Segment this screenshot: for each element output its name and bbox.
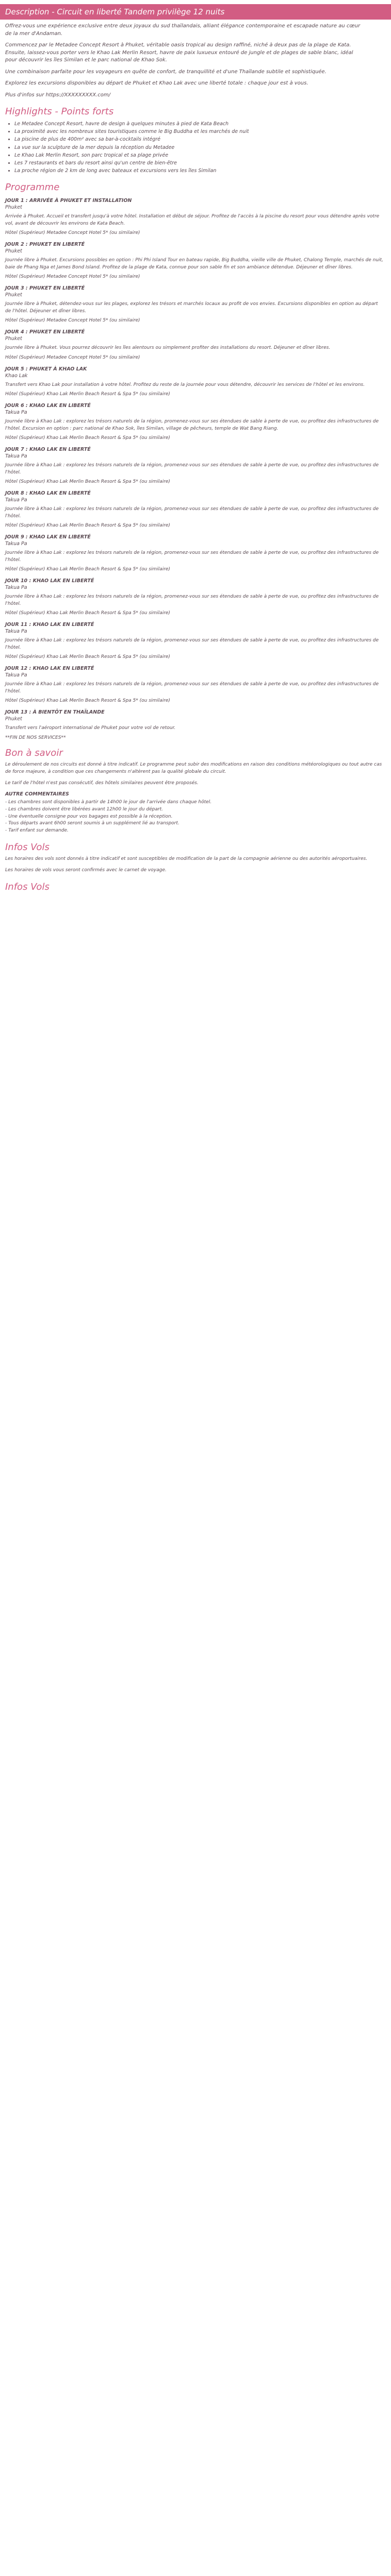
programme-heading: Programme [5, 182, 60, 193]
day-title: JOUR 5 : PHUKET À KHAO LAK [5, 366, 87, 372]
day-text: Journée libre à Khao Lak : explorez les trésors naturels de la région, promenez-vous sur ses étendues de sable à perte de vue, ou profitez des infrastructures de l'hôtel. [5, 682, 379, 694]
day-hotel: Hôtel (Supérieur) Khao Lak Merlin Beach Resort & Spa 5* (ou similaire) [5, 392, 170, 397]
infos-vols-heading-2: Infos Vols [5, 882, 50, 893]
day-hotel: Hôtel (Supérieur) Metadee Concept Hotel 5* (ou similaire) [5, 230, 140, 236]
infos-vols-text: Les horaires des vols sont donnés à titre indicatif et sont susceptibles de modification de la part de la compagnie aérienne ou des autorités aéroportuaires. [5, 856, 368, 862]
day-hotel: Hôtel (Supérieur) Khao Lak Merlin Beach Resort & Spa 5* (ou similaire) [5, 654, 170, 660]
day-place: Takua Pa [5, 629, 27, 635]
day-hotel: Hôtel (Supérieur) Khao Lak Merlin Beach Resort & Spa 5* (ou similaire) [5, 567, 170, 572]
day-place: Phuket [5, 292, 22, 298]
day-title: JOUR 12 : KHAO LAK EN LIBERTÉ [5, 666, 94, 672]
day-place: Phuket [5, 205, 22, 211]
intro-section [0, 23, 391, 99]
autres-item: - Les chambres sont disponibles à partir de 14h00 le jour de l'arrivée dans chaque hôtel. [5, 799, 212, 805]
autres-heading: AUTRE COMMENTAIRES [5, 791, 69, 797]
highlight-item: • La vue sur la sculpture de la mer depuis la réception du Metadee [14, 144, 391, 151]
bon-a-savoir-text: Le déroulement de nos circuits est donné à titre indicatif. Le programme peut subir des modifications en raison des conditions météorologiques ou tout autre cas de force majeure, à condition que ces changements n'altèrent pas la qualité globale du circuit. [5, 761, 382, 774]
infos-vols-heading: Infos Vols [5, 842, 50, 853]
intro-paragraph: Commencez par le Metadee Concept Resort à Phuket, véritable oasis tropical au design raffiné, niché à deux pas de la plage de Kata. Ensuite, laissez-vous porter vers le Khao Lak Merlin Resort, havre de paix luxueux entouré de jungle et de plages de sable blanc, idéal pour découvrir les îles Similan et le parc national de Khao Sok. [5, 42, 353, 63]
highlight-item: • Les 7 restaurants et bars du resort ainsi qu'un centre de bien-être [14, 159, 391, 167]
day-place: Phuket [5, 716, 22, 722]
day-place: Takua Pa [5, 410, 27, 416]
day-place: Takua Pa [5, 585, 27, 591]
day-place: Phuket [5, 248, 22, 255]
day-title: JOUR 2 : PHUKET EN LIBERTÉ [5, 242, 85, 248]
day-block [5, 366, 384, 397]
page-title: Description - Circuit en liberté Tandem privilège 12 nuits [0, 4, 391, 20]
intro-paragraph: Plus d'infos sur https://XXXXXXXXX.com/ [5, 92, 111, 98]
bon-a-savoir-heading: Bon à savoir [5, 747, 63, 758]
day-hotel: Hôtel (Supérieur) Metadee Concept Hotel 5* (ou similaire) [5, 354, 140, 360]
day-text: Journée libre à Khao Lak : explorez les trésors naturels de la région, promenez-vous sur ses étendues de sable à perte de vue, ou profitez des infrastructures de l'hôtel. [5, 638, 379, 650]
day-hotel: Hôtel (Supérieur) Khao Lak Merlin Beach Resort & Spa 5* (ou similaire) [5, 523, 170, 529]
day-block [5, 666, 384, 703]
autres-list [5, 799, 391, 835]
day-text: Journée libre à Khao Lak : explorez les trésors naturels de la région, promenez-vous sur ses étendues de sable à perte de vue, ou profitez des infrastructures de l'hôtel. [5, 463, 379, 475]
autres-item: - Tous départs avant 6h00 seront soumis à un supplément lié au transport. [5, 821, 180, 826]
highlight-item: • Le Metadee Concept Resort, havre de design à quelques minutes à pied de Kata Beach [14, 120, 391, 128]
highlights-list [0, 120, 391, 175]
programme-days [0, 198, 391, 740]
day-title: JOUR 11 : KHAO LAK EN LIBERTÉ [5, 622, 94, 628]
autres-item: - Les chambres doivent être libérées avant 12h00 le jour du départ. [5, 806, 163, 812]
day-block [5, 578, 384, 616]
day-block [5, 709, 384, 740]
bon-a-savoir-text: Le tarif de l'hôtel n'est pas consécutif, des hôtels similaires peuvent être proposés. [5, 780, 199, 786]
day-place: Phuket [5, 336, 22, 342]
day-hotel: Hôtel (Supérieur) Metadee Concept Hotel 5* (ou similaire) [5, 274, 140, 280]
day-text: Journée libre à Phuket, détendez-vous sur les plages, explorez les trésors et marchés locaux au profit de vos envies. Excursions disponibles en option au départ de l'hôtel. Déjeuner et dîner libres. [5, 301, 378, 314]
highlight-item: • La piscine de plus de 400m² avec sa bar-à-cocktails intégré [14, 135, 391, 143]
day-hotel: Hôtel (Supérieur) Khao Lak Merlin Beach Resort & Spa 5* (ou similaire) [5, 435, 170, 441]
highlight-item: • Le Khao Lak Merlin Resort, son parc tropical et sa plage privée [14, 151, 391, 159]
day-place: Takua Pa [5, 497, 27, 503]
day-block [5, 285, 384, 323]
day-text: Journée libre à Khao Lak : explorez les trésors naturels de la région, promenez-vous sur ses étendues de sable à perte de vue, ou profitez des infrastructures de l'hôtel. Excursion en option : parc national de Khao Sok, îles Similan, village de pêcheurs, temple de Wat Bang Riang. [5, 419, 379, 431]
day-place: Takua Pa [5, 672, 27, 679]
day-block [5, 534, 384, 572]
day-title: JOUR 8 : KHAO LAK EN LIBERTÉ [5, 490, 91, 497]
autres-item: - Tarif enfant sur demande. [5, 828, 69, 834]
day-text: Journée libre à Phuket. Excursions possibles en option : Phi Phi Island Tour en bateau rapide, Big Buddha, vieille ville de Phuket, Chalong Temple, marchés de nuit, baie de Phang Nga et James Bond Island. Profitez de la plage de Kata, connue pour son sable fin et son ambiance détendue. Déjeuner et dîner libres. [5, 258, 383, 270]
day-hotel: Hôtel (Supérieur) Khao Lak Merlin Beach Resort & Spa 5* (ou similaire) [5, 611, 170, 616]
autres-item: - Une éventuelle consigne pour vos bagages est possible à la réception. [5, 814, 173, 819]
day-hotel: Hôtel (Supérieur) Khao Lak Merlin Beach Resort & Spa 5* (ou similaire) [5, 698, 170, 704]
day-block [5, 622, 384, 659]
highlights-section [0, 106, 391, 175]
day-block [5, 447, 384, 484]
day-title: JOUR 4 : PHUKET EN LIBERTÉ [5, 329, 85, 335]
infos-vols-text: Les horaires de vols vous seront confirmés avec le carnet de voyage. [5, 868, 167, 873]
day-title: JOUR 13 : À BIENTÔT EN THAÏLANDE [5, 709, 105, 716]
page [0, 4, 391, 906]
day-hotel: **FIN DE NOS SERVICES** [5, 735, 66, 740]
day-title: JOUR 6 : KHAO LAK EN LIBERTÉ [5, 403, 91, 409]
day-title: JOUR 3 : PHUKET EN LIBERTÉ [5, 285, 85, 292]
day-block [5, 329, 384, 360]
day-hotel: Hôtel (Supérieur) Khao Lak Merlin Beach Resort & Spa 5* (ou similaire) [5, 479, 170, 485]
day-block [5, 242, 384, 279]
intro-paragraph: Une combinaison parfaite pour les voyageurs en quête de confort, de tranquillité et d'une Thaïlande subtile et sophistiquée. [5, 69, 327, 75]
bottom-spacer [0, 895, 391, 906]
day-text: Journée libre à Khao Lak : explorez les trésors naturels de la région, promenez-vous sur ses étendues de sable à perte de vue, ou profitez des infrastructures de l'hôtel. [5, 594, 379, 606]
intro-paragraph: Offrez-vous une expérience exclusive entre deux joyaux du sud thaïlandais, alliant élégance contemporaine et escapade nature au cœur de la mer d'Andaman. [5, 23, 361, 37]
highlight-item: • La proximité avec les nombreux sites touristiques comme le Big Buddha et les marchés de nuit [14, 128, 391, 135]
day-text: Journée libre à Phuket. Vous pourrez découvrir les îles alentours ou simplement profiter des installations du resort. Déjeuner et dîner libres. [5, 345, 331, 351]
day-block [5, 490, 384, 528]
day-text: Journée libre à Khao Lak : explorez les trésors naturels de la région, promenez-vous sur ses étendues de sable à perte de vue, ou profitez des infrastructures de l'hôtel. [5, 506, 379, 519]
day-text: Journée libre à Khao Lak : explorez les trésors naturels de la région, promenez-vous sur ses étendues de sable à perte de vue, ou profitez des infrastructures de l'hôtel. [5, 550, 379, 563]
day-title: JOUR 10 : KHAO LAK EN LIBERTÉ [5, 578, 94, 584]
highlight-item: • La proche région de 2 km de long avec bateaux et excursions vers les îles Similan [14, 167, 391, 175]
day-text: Arrivée à Phuket. Accueil et transfert jusqu'à votre hôtel. Installation et début de séjour. Profitez de l'accès à la piscine du resort pour vous détendre après votre vol, avant de découvrir les environs de Kata Beach. [5, 214, 380, 226]
highlights-heading: Highlights - Points forts [5, 106, 114, 117]
day-title: JOUR 1 : ARRIVÉE À PHUKET ET INSTALLATION [5, 198, 132, 204]
day-place: Takua Pa [5, 541, 27, 547]
day-place: Khao Lak [5, 372, 28, 379]
day-hotel: Hôtel (Supérieur) Metadee Concept Hotel 5* (ou similaire) [5, 318, 140, 324]
intro-paragraph: Explorez les excursions disponibles au départ de Phuket et Khao Lak avec une liberté totale : chaque jour est à vous. [5, 80, 308, 86]
day-text: Transfert vers l'aéroport international de Phuket pour votre vol de retour. [5, 725, 176, 731]
day-block [5, 403, 384, 440]
day-block [5, 198, 384, 235]
day-text: Transfert vers Khao Lak pour installation à votre hôtel. Profitez du reste de la journée pour vous détendre, découvrir les services de l'hôtel et les environs. [5, 382, 365, 387]
day-title: JOUR 9 : KHAO LAK EN LIBERTÉ [5, 534, 91, 540]
day-place: Takua Pa [5, 453, 27, 460]
day-title: JOUR 7 : KHAO LAK EN LIBERTÉ [5, 447, 91, 453]
